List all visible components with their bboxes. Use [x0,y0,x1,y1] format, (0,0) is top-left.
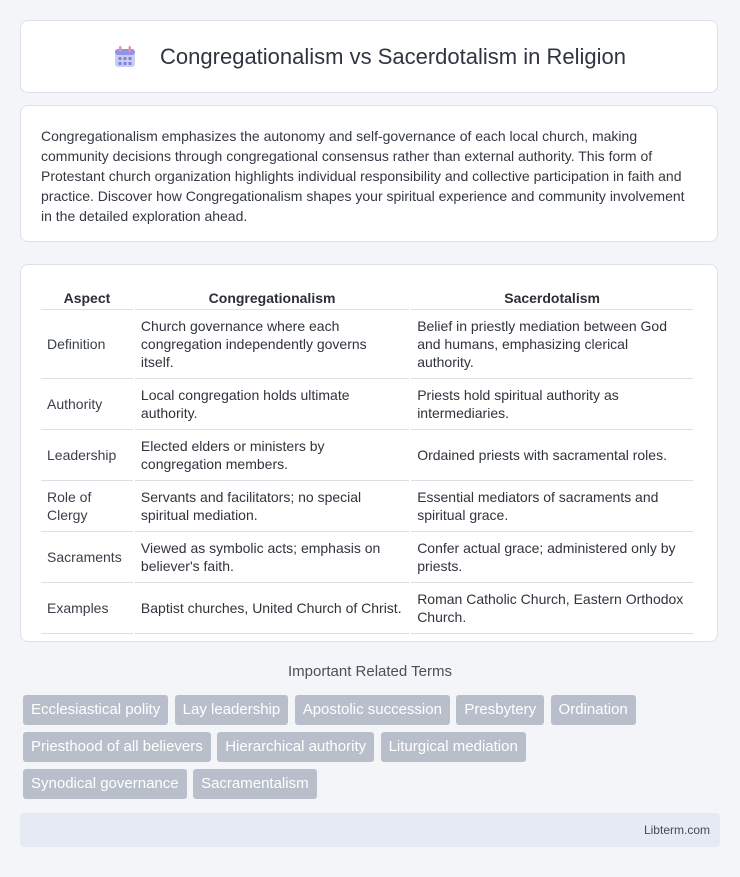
table-row [41,532,693,583]
page-title [112,44,626,70]
row-aspect: Role of Clergy [41,481,133,532]
related-term-tag[interactable]: Ecclesiastical polity [23,695,168,725]
row-sacerdotalism: Belief in priestly mediation between God and humans, emphasizing clerical authority. [411,310,693,379]
related-term-tag[interactable]: Apostolic succession [295,695,450,725]
header-sacerdotalism: Sacerdotalism [411,285,693,310]
row-aspect: Leadership [41,430,133,481]
row-sacerdotalism: Priests hold spiritual authority as intermediaries. [411,379,693,430]
page-title-text: Congregationalism vs Sacerdotalism in Religion [160,43,626,69]
comparison-table-card [20,264,718,642]
row-congregationalism: Servants and facilitators; no special spiritual mediation. [135,481,409,532]
row-aspect: Authority [41,379,133,430]
row-congregationalism: Baptist churches, United Church of Christ. [135,583,409,634]
row-sacerdotalism: Roman Catholic Church, Eastern Orthodox Church. [411,583,693,634]
footer-site-link[interactable]: Libterm.com [643,823,710,837]
row-congregationalism: Church governance where each congregation independently governs itself. [135,310,409,379]
related-term-tag[interactable]: Lay leadership [175,695,289,725]
table-header-row [41,285,693,310]
row-congregationalism: Elected elders or ministers by congregation members. [135,430,409,481]
row-sacerdotalism: Confer actual grace; administered only by priests. [411,532,693,583]
row-aspect: Sacraments [41,532,133,583]
row-congregationalism: Local congregation holds ultimate authority. [135,379,409,430]
calendar-icon [112,44,138,70]
related-term-tag[interactable]: Synodical governance [23,769,187,799]
related-term-tag[interactable]: Ordination [551,695,636,725]
footer [20,813,720,847]
comparison-table [39,285,695,634]
related-terms-title: Important Related Terms [288,663,452,680]
row-sacerdotalism: Essential mediators of sacraments and spiritual grace. [411,481,693,532]
row-aspect: Definition [41,310,133,379]
header-congregationalism: Congregationalism [135,285,409,310]
row-congregationalism: Viewed as symbolic acts; emphasis on believer's faith. [135,532,409,583]
table-row [41,481,693,532]
table-row [41,583,693,634]
related-term-tag[interactable]: Priesthood of all believers [23,732,211,762]
intro-card [20,105,718,242]
related-term-tag[interactable]: Presbytery [456,695,544,725]
table-row [41,430,693,481]
row-aspect: Examples [41,583,133,634]
intro-text: Congregationalism emphasizes the autonomy and self-governance of each local church, making community decisions through congregational consensus rather than external authority. This form of Protestant church organization highlights individual responsibility and collective participation in faith and practice. Discover how Congregationalism shapes your spiritual experience and community involvement in the detailed exploration ahead. [41,128,685,224]
related-terms-list [23,695,723,806]
related-term-tag[interactable]: Liturgical mediation [381,732,526,762]
row-sacerdotalism: Ordained priests with sacramental roles. [411,430,693,481]
related-term-tag[interactable]: Hierarchical authority [217,732,374,762]
header-aspect: Aspect [41,285,133,310]
table-row [41,310,693,379]
title-card [20,20,718,93]
table-row [41,379,693,430]
related-term-tag[interactable]: Sacramentalism [193,769,317,799]
